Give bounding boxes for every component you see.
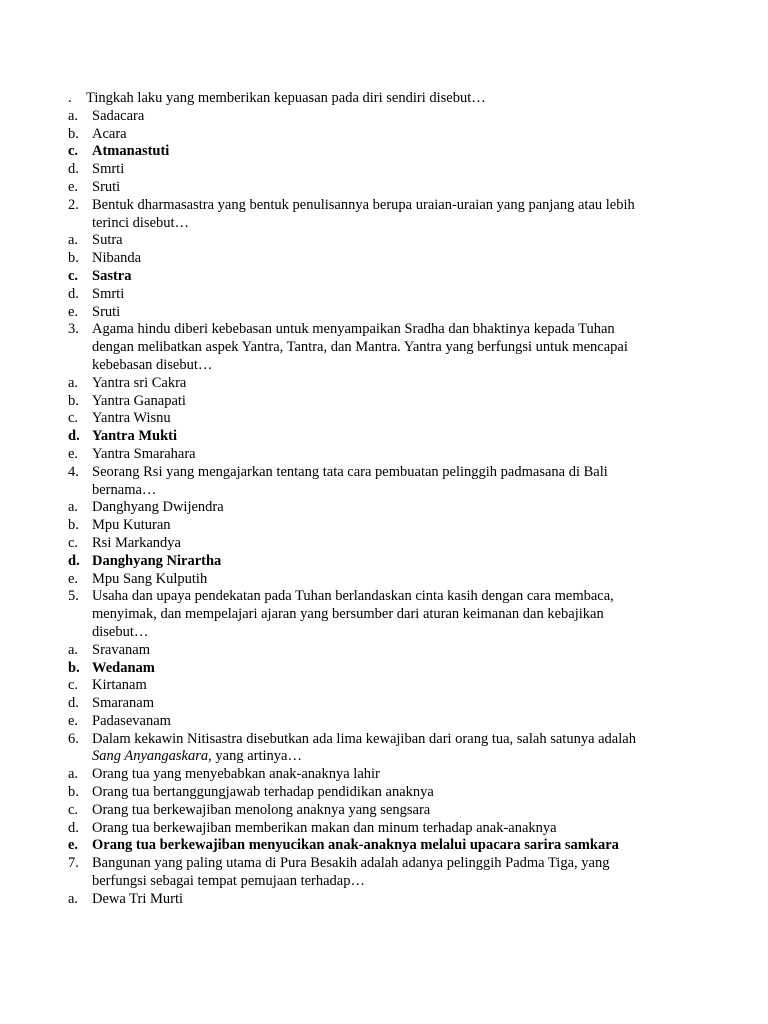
option-text: Dewa Tri Murti xyxy=(92,890,184,907)
question-2-continuation xyxy=(0,215,768,233)
option-d xyxy=(0,695,768,713)
option-text: Yantra Smarahara xyxy=(92,445,196,462)
option-d xyxy=(0,286,768,304)
option-text: Orang tua bertanggungjawab terhadap pendidikan anaknya xyxy=(92,784,434,801)
option-d xyxy=(0,820,768,838)
question-6-continuation xyxy=(0,748,768,766)
option-text: Danghyang Nirartha xyxy=(92,552,222,569)
option-label: d. xyxy=(68,819,79,836)
option-label: a. xyxy=(68,374,79,391)
option-text: Smaranam xyxy=(92,695,155,712)
option-label: c. xyxy=(68,534,79,551)
option-a xyxy=(0,108,768,126)
option-label: c. xyxy=(68,801,79,818)
question-number: 5. xyxy=(68,588,79,605)
option-b xyxy=(0,250,768,268)
option-label: c. xyxy=(68,410,79,427)
option-a xyxy=(0,642,768,660)
option-text: Mpu Kuturan xyxy=(92,517,171,534)
question-3-continuation xyxy=(0,357,768,375)
question-text: Bentuk dharmasastra yang bentuk penulisannya berupa uraian-uraian yang panjang atau lebih xyxy=(92,196,635,213)
question-text: Tingkah laku yang memberikan kepuasan pada diri sendiri disebut… xyxy=(86,90,486,106)
option-text: Orang tua berkewajiban memberikan makan dan minum terhadap anak-anaknya xyxy=(92,819,557,836)
option-e-answer xyxy=(0,837,768,855)
option-text: Sravanam xyxy=(92,641,150,658)
option-b xyxy=(0,126,768,144)
option-text: Smrti xyxy=(92,161,125,178)
question-number: 7. xyxy=(68,855,79,872)
option-a xyxy=(0,766,768,784)
option-label: b. xyxy=(68,125,79,142)
option-e xyxy=(0,571,768,589)
question-text: disebut… xyxy=(92,623,149,640)
question-text: berfungsi sebagai tempat pemujaan terhadap… xyxy=(92,873,365,890)
option-label: a. xyxy=(68,766,79,783)
question-text-continuation xyxy=(92,748,302,766)
question-text: kebebasan disebut… xyxy=(92,356,213,373)
question-6 xyxy=(0,731,768,749)
option-label: a. xyxy=(68,641,79,658)
option-text: Nibanda xyxy=(92,250,142,267)
option-label: e. xyxy=(68,712,79,729)
option-e xyxy=(0,304,768,322)
question-number: 3. xyxy=(68,321,79,338)
option-e xyxy=(0,179,768,197)
option-c-answer xyxy=(0,143,768,161)
option-label: a. xyxy=(68,232,79,249)
option-text: Padasevanam xyxy=(92,712,171,729)
option-text: Danghyang Dwijendra xyxy=(92,499,224,516)
option-text: Sruti xyxy=(92,303,121,320)
option-a xyxy=(0,891,768,909)
option-text: Wedanam xyxy=(92,659,155,676)
question-text: bernama… xyxy=(92,481,157,498)
question-7 xyxy=(0,855,768,873)
option-label: e. xyxy=(68,837,79,854)
question-number: . xyxy=(68,90,72,106)
option-label: b. xyxy=(68,392,79,409)
italic-term: Sang Anyangaskara xyxy=(92,748,209,765)
option-text: Smrti xyxy=(92,285,125,302)
option-text: Sruti xyxy=(92,178,121,195)
question-text: dengan melibatkan aspek Yantra, Tantra, dan Mantra. Yantra yang berfungsi untuk mencapai xyxy=(92,339,628,356)
option-b xyxy=(0,393,768,411)
question-4-continuation xyxy=(0,482,768,500)
question-5-continuation xyxy=(0,606,768,624)
option-c-answer xyxy=(0,268,768,286)
question-2 xyxy=(0,197,768,215)
question-3-continuation xyxy=(0,339,768,357)
option-label: c. xyxy=(68,143,79,160)
option-a xyxy=(0,232,768,250)
option-label: d. xyxy=(68,428,80,445)
option-e xyxy=(0,713,768,731)
question-text: Usaha dan upaya pendekatan pada Tuhan berlandaskan cinta kasih dengan cara membaca, xyxy=(92,588,614,605)
question-text: Bangunan yang paling utama di Pura Besakih adalah adanya pelinggih Padma Tiga, yang xyxy=(92,855,610,872)
question-number: 2. xyxy=(68,196,79,213)
option-a xyxy=(0,499,768,517)
option-text: Atmanastuti xyxy=(92,143,170,160)
question-text: Seorang Rsi yang mengajarkan tentang tata cara pembuatan pelinggih padmasana di Bali xyxy=(92,463,608,480)
question-text: Dalam kekawin Nitisastra disebutkan ada lima kewajiban dari orang tua, salah satunya adalah xyxy=(92,730,636,747)
question-text-rest: , yang artinya… xyxy=(208,748,302,765)
option-text: Yantra sri Cakra xyxy=(92,374,187,391)
option-label: e. xyxy=(68,445,79,462)
option-label: b. xyxy=(68,659,80,676)
question-5-continuation xyxy=(0,624,768,642)
option-a xyxy=(0,375,768,393)
option-text: Sastra xyxy=(92,267,132,284)
option-b xyxy=(0,517,768,535)
option-text: Acara xyxy=(92,125,127,142)
option-c xyxy=(0,410,768,428)
option-label: b. xyxy=(68,517,79,534)
option-text: Yantra Ganapati xyxy=(92,392,186,409)
option-label: c. xyxy=(68,677,79,694)
option-c xyxy=(0,535,768,553)
option-label: e. xyxy=(68,178,79,195)
option-b-answer xyxy=(0,660,768,678)
question-number: 6. xyxy=(68,730,79,747)
option-label: a. xyxy=(68,890,79,907)
option-label: a. xyxy=(68,107,79,124)
option-label: e. xyxy=(68,570,79,587)
option-text: Yantra Mukti xyxy=(92,428,177,445)
option-label: e. xyxy=(68,303,79,320)
option-text: Sadacara xyxy=(92,107,145,124)
option-text: Mpu Sang Kulputih xyxy=(92,570,208,587)
option-text: Rsi Markandya xyxy=(92,534,181,551)
option-c xyxy=(0,677,768,695)
option-e xyxy=(0,446,768,464)
option-text: Orang tua berkewajiban menolong anaknya yang sengsara xyxy=(92,801,431,818)
question-text: Agama hindu diberi kebebasan untuk menyampaikan Sradha dan bhaktinya kepada Tuhan xyxy=(92,321,615,338)
option-text: Sutra xyxy=(92,232,123,249)
option-label: b. xyxy=(68,784,79,801)
option-text: Kirtanam xyxy=(92,677,147,694)
option-label: a. xyxy=(68,499,79,516)
document-page xyxy=(0,90,768,909)
option-d-answer xyxy=(0,428,768,446)
option-label: d. xyxy=(68,695,79,712)
question-number: 4. xyxy=(68,463,79,480)
option-d xyxy=(0,161,768,179)
option-text: Orang tua yang menyebabkan anak-anaknya lahir xyxy=(92,766,380,783)
question-1 xyxy=(0,90,768,108)
question-text: terinci disebut… xyxy=(92,214,190,231)
option-label: d. xyxy=(68,285,79,302)
question-5 xyxy=(0,588,768,606)
option-label: d. xyxy=(68,161,79,178)
option-c xyxy=(0,802,768,820)
question-3 xyxy=(0,321,768,339)
question-4 xyxy=(0,464,768,482)
option-label: d. xyxy=(68,552,80,569)
option-b xyxy=(0,784,768,802)
option-label: c. xyxy=(68,267,79,284)
option-label: b. xyxy=(68,250,79,267)
question-text: menyimak, dan mempelajari ajaran yang bersumber dari aturan keimanan dan kebajikan xyxy=(92,606,604,623)
option-text: Orang tua berkewajiban menyucikan anak-anaknya melalui upacara sarira samkara xyxy=(92,837,619,854)
question-7-continuation xyxy=(0,873,768,891)
option-text: Yantra Wisnu xyxy=(92,410,171,427)
option-d-answer xyxy=(0,553,768,571)
